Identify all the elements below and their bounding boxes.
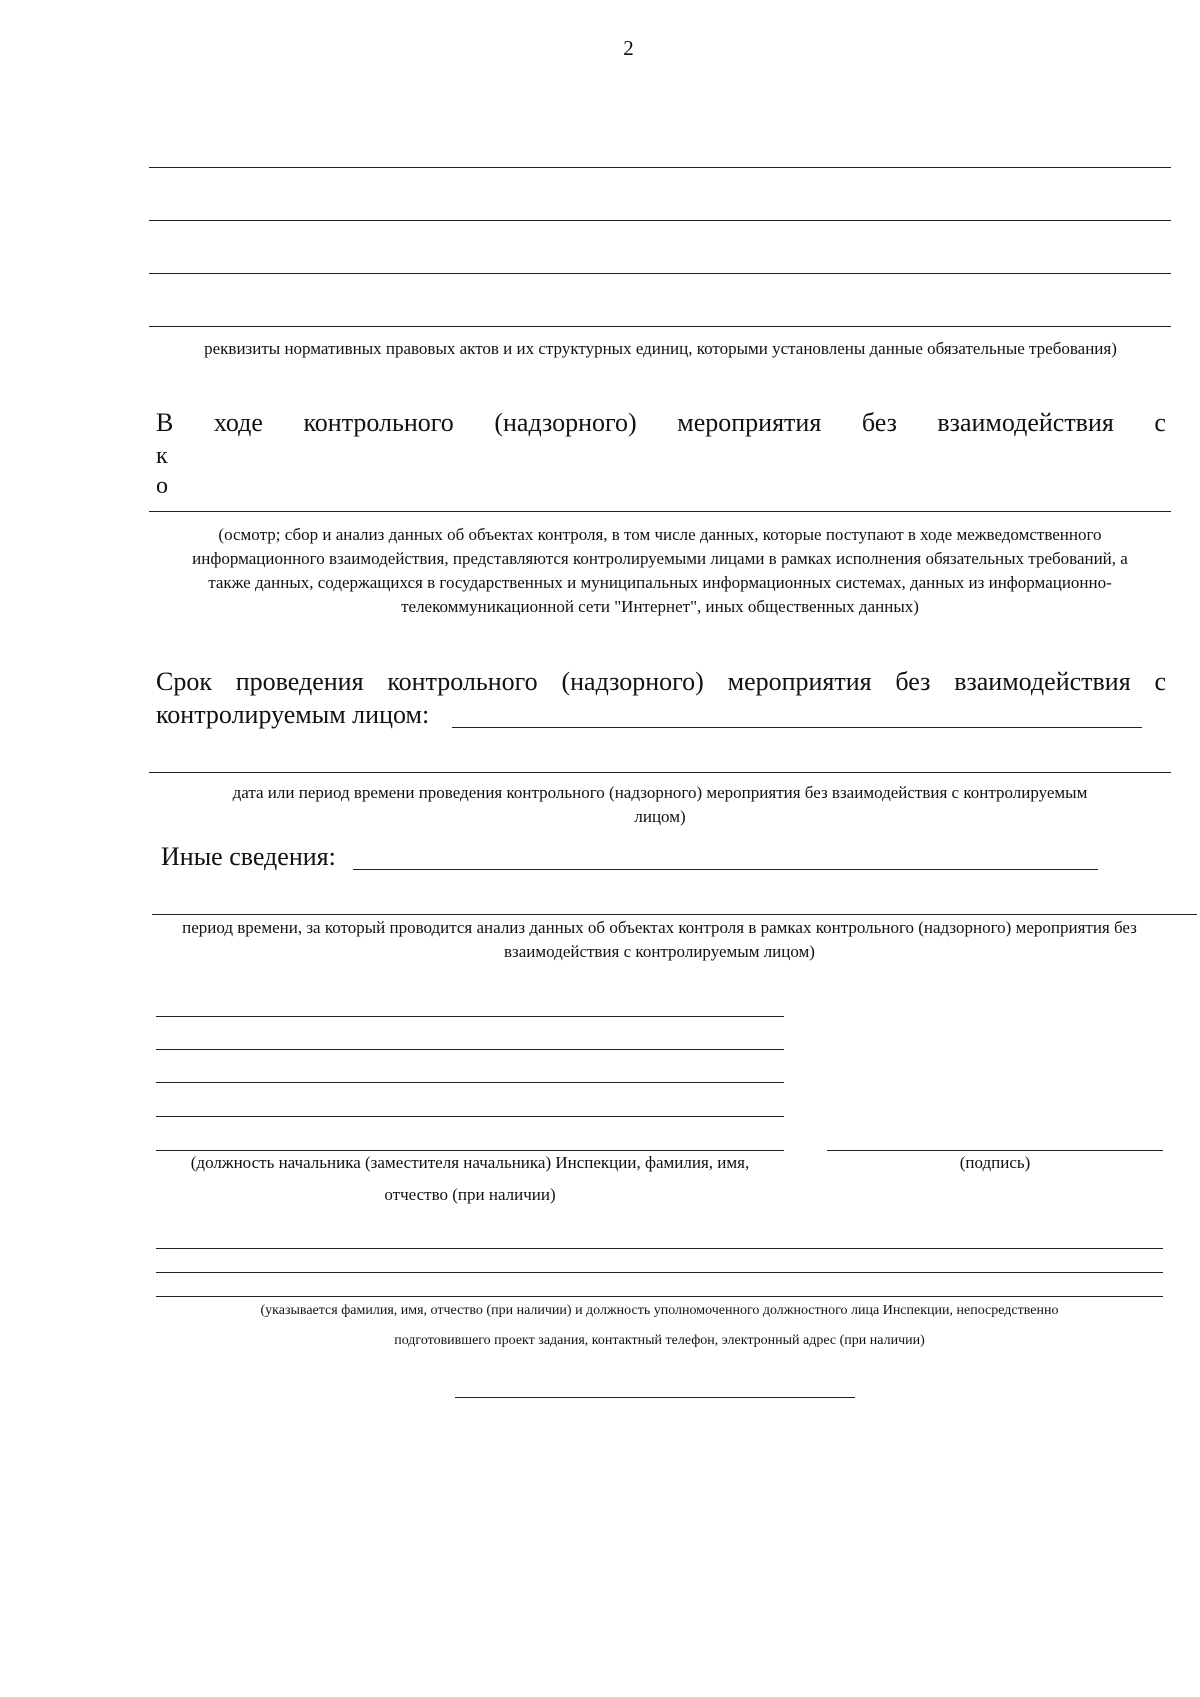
cut-letter: о: [156, 473, 168, 499]
official-line-2[interactable]: [156, 1272, 1163, 1273]
other-info-inline-line[interactable]: [353, 869, 1098, 870]
page-number: 2: [623, 36, 634, 60]
requisites-caption: реквизиты нормативных правовых актов и их структурных единиц, которыми установлены данные обязательные требования): [204, 339, 1117, 358]
official-caption-line1: (указывается фамилия, имя, отчество (при наличии) и должность уполномоченного должностного лица Инспекции, непосредственно: [260, 1303, 1059, 1318]
event-heading-word: с: [1154, 408, 1166, 437]
official-line-3[interactable]: [156, 1296, 1163, 1297]
position-caption-line1: (должность начальника (заместителя начальника) Инспекции, фамилия, имя,: [190, 1153, 750, 1172]
position-caption-line2: отчество (при наличии): [384, 1185, 556, 1204]
term-caption: дата или период времени проведения контрольного (надзорного) мероприятия без взаимодействия с контролируемым лицом): [232, 783, 1088, 826]
position-line-1[interactable]: [156, 1016, 784, 1017]
signature-caption: (подпись): [959, 1153, 1031, 1172]
event-heading-word: контрольного: [303, 408, 454, 437]
event-caption: (осмотр; сбор и анализ данных об объектах контроля, в том числе данных, которые поступают в ходе межведомственного информационного взаимодействия, представляются контролируемыми лицами в рамках исполнения обязательных требований, а также данных, содержащихся в государственных и муниципальных информационных системах, данных из информационно-телекоммуникационной сети "Интернет", иных общественных данных): [192, 525, 1128, 616]
event-heading-cut-letters: [156, 441, 168, 501]
other-info-label: Иные сведения:: [161, 842, 336, 871]
event-heading-word: мероприятия: [677, 408, 822, 437]
event-heading-word: ходе: [213, 408, 263, 437]
term-heading-line1: Срок проведения контрольного (надзорного) мероприятия без взаимодействия с: [156, 667, 1166, 696]
requisites-line-1[interactable]: [149, 167, 1171, 168]
position-line-3[interactable]: [156, 1082, 784, 1083]
official-caption-line2: подготовившего проект задания, контактный телефон, электронный адрес (при наличии): [394, 1333, 925, 1348]
term-inline-line[interactable]: [452, 727, 1142, 728]
cut-letter: к: [156, 443, 168, 469]
requisites-line-2[interactable]: [149, 220, 1171, 221]
position-line-4[interactable]: [156, 1116, 784, 1117]
requisites-line-4[interactable]: [149, 326, 1171, 327]
event-heading-word: взаимодействия: [937, 408, 1114, 437]
other-info-line[interactable]: [152, 914, 1197, 915]
event-heading-word: В: [156, 408, 174, 437]
term-heading-line2: контролируемым лицом:: [156, 700, 430, 729]
term-line[interactable]: [149, 772, 1171, 773]
event-heading-word: (надзорного): [494, 408, 637, 437]
requisites-line-3[interactable]: [149, 273, 1171, 274]
position-line-2[interactable]: [156, 1049, 784, 1050]
event-heading: [156, 406, 1166, 439]
official-line-1[interactable]: [156, 1248, 1163, 1249]
event-heading-word: без: [861, 408, 897, 437]
closing-rule: [455, 1397, 855, 1398]
period-caption: период времени, за который проводится анализ данных об объектах контроля в рамках контрольного (надзорного) мероприятия без взаимодействия с контролируемым лицом): [182, 918, 1137, 961]
event-line[interactable]: [149, 511, 1171, 512]
term-heading: [156, 665, 1166, 698]
